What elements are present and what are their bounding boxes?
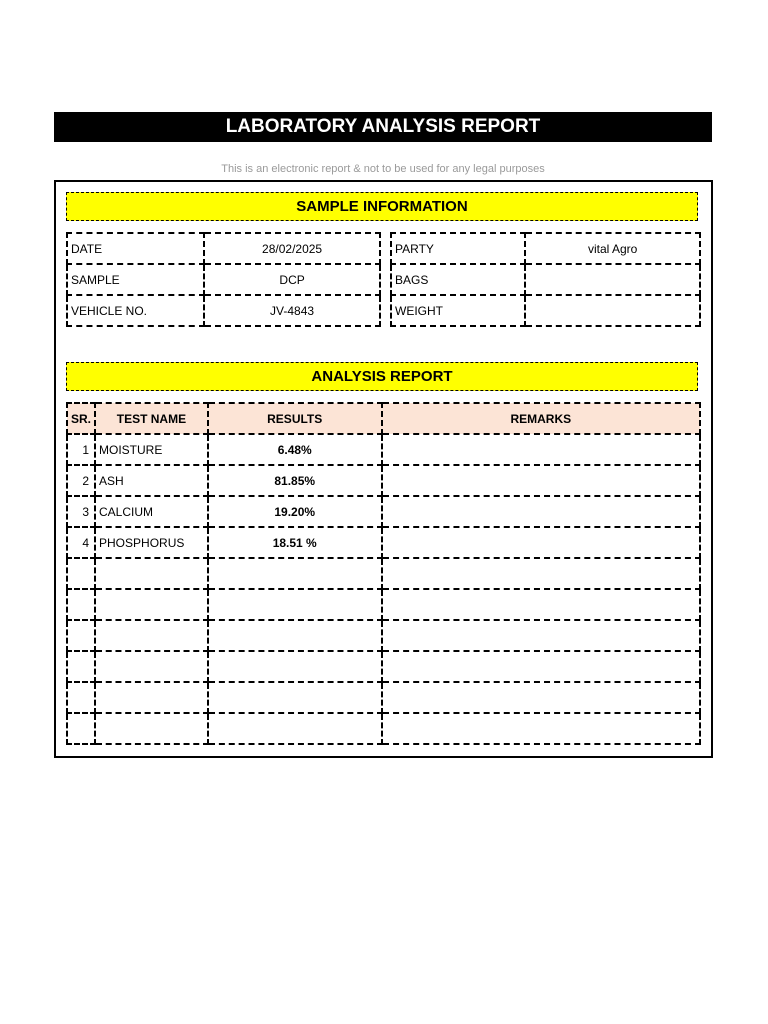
- row-result: [208, 651, 382, 682]
- disclaimer-text: This is an electronic report & not to be used for any legal purposes: [221, 163, 545, 175]
- row-result: [208, 558, 382, 589]
- row-result: 81.85%: [208, 465, 382, 496]
- sample-information-heading: SAMPLE INFORMATION: [66, 192, 698, 221]
- row-sr: [67, 682, 95, 713]
- info-row-weight: [391, 295, 700, 326]
- row-remarks: [382, 713, 700, 744]
- row-remarks: [382, 589, 700, 620]
- sample-info-left-table: [66, 232, 381, 327]
- row-remarks: [382, 620, 700, 651]
- row-result: [208, 589, 382, 620]
- row-sr: [67, 651, 95, 682]
- row-sr: 3: [67, 496, 95, 527]
- info-row-vehicle: [67, 295, 380, 326]
- table-row: [67, 558, 700, 589]
- info-row-sample: [67, 264, 380, 295]
- row-test-name: [95, 589, 208, 620]
- info-value: DCP: [204, 264, 380, 295]
- row-test-name: CALCIUM: [95, 496, 208, 527]
- info-label: WEIGHT: [391, 295, 525, 326]
- row-test-name: [95, 558, 208, 589]
- row-result: 19.20%: [208, 496, 382, 527]
- row-sr: 2: [67, 465, 95, 496]
- table-row: [67, 589, 700, 620]
- info-value: [525, 295, 700, 326]
- report-title: LABORATORY ANALYSIS REPORT: [54, 112, 712, 142]
- info-label: PARTY: [391, 233, 525, 264]
- row-sr: [67, 558, 95, 589]
- row-test-name: ASH: [95, 465, 208, 496]
- column-header-results: RESULTS: [208, 403, 382, 434]
- info-value: 28/02/2025: [204, 233, 380, 264]
- info-row-bags: [391, 264, 700, 295]
- sample-info-right-table: [390, 232, 701, 327]
- row-remarks: [382, 558, 700, 589]
- column-header-sr: SR.: [67, 403, 95, 434]
- info-value: JV-4843: [204, 295, 380, 326]
- row-result: [208, 713, 382, 744]
- table-row: [67, 465, 700, 496]
- row-sr: 4: [67, 527, 95, 558]
- row-test-name: PHOSPHORUS: [95, 527, 208, 558]
- table-row: [67, 527, 700, 558]
- info-label: VEHICLE NO.: [67, 295, 204, 326]
- row-result: 18.51 %: [208, 527, 382, 558]
- row-sr: [67, 620, 95, 651]
- row-test-name: [95, 651, 208, 682]
- info-label: SAMPLE: [67, 264, 204, 295]
- info-row-date: [67, 233, 380, 264]
- row-remarks: [382, 527, 700, 558]
- row-remarks: [382, 434, 700, 465]
- table-row: [67, 496, 700, 527]
- info-row-party: [391, 233, 700, 264]
- row-remarks: [382, 465, 700, 496]
- row-test-name: [95, 620, 208, 651]
- analysis-report-heading: ANALYSIS REPORT: [66, 362, 698, 391]
- row-remarks: [382, 496, 700, 527]
- info-label: DATE: [67, 233, 204, 264]
- row-sr: [67, 589, 95, 620]
- table-row: [67, 682, 700, 713]
- row-result: [208, 620, 382, 651]
- row-test-name: [95, 682, 208, 713]
- table-row: [67, 713, 700, 744]
- table-row: [67, 620, 700, 651]
- info-value: [525, 264, 700, 295]
- row-test-name: MOISTURE: [95, 434, 208, 465]
- row-result: 6.48%: [208, 434, 382, 465]
- table-row: [67, 434, 700, 465]
- info-label: BAGS: [391, 264, 525, 295]
- info-value: vital Agro: [525, 233, 700, 264]
- analysis-header-row: [67, 403, 700, 434]
- row-test-name: [95, 713, 208, 744]
- table-row: [67, 651, 700, 682]
- column-header-test-name: TEST NAME: [95, 403, 208, 434]
- row-sr: 1: [67, 434, 95, 465]
- column-header-remarks: REMARKS: [382, 403, 700, 434]
- row-result: [208, 682, 382, 713]
- row-remarks: [382, 651, 700, 682]
- row-sr: [67, 713, 95, 744]
- row-remarks: [382, 682, 700, 713]
- analysis-table: [66, 402, 701, 745]
